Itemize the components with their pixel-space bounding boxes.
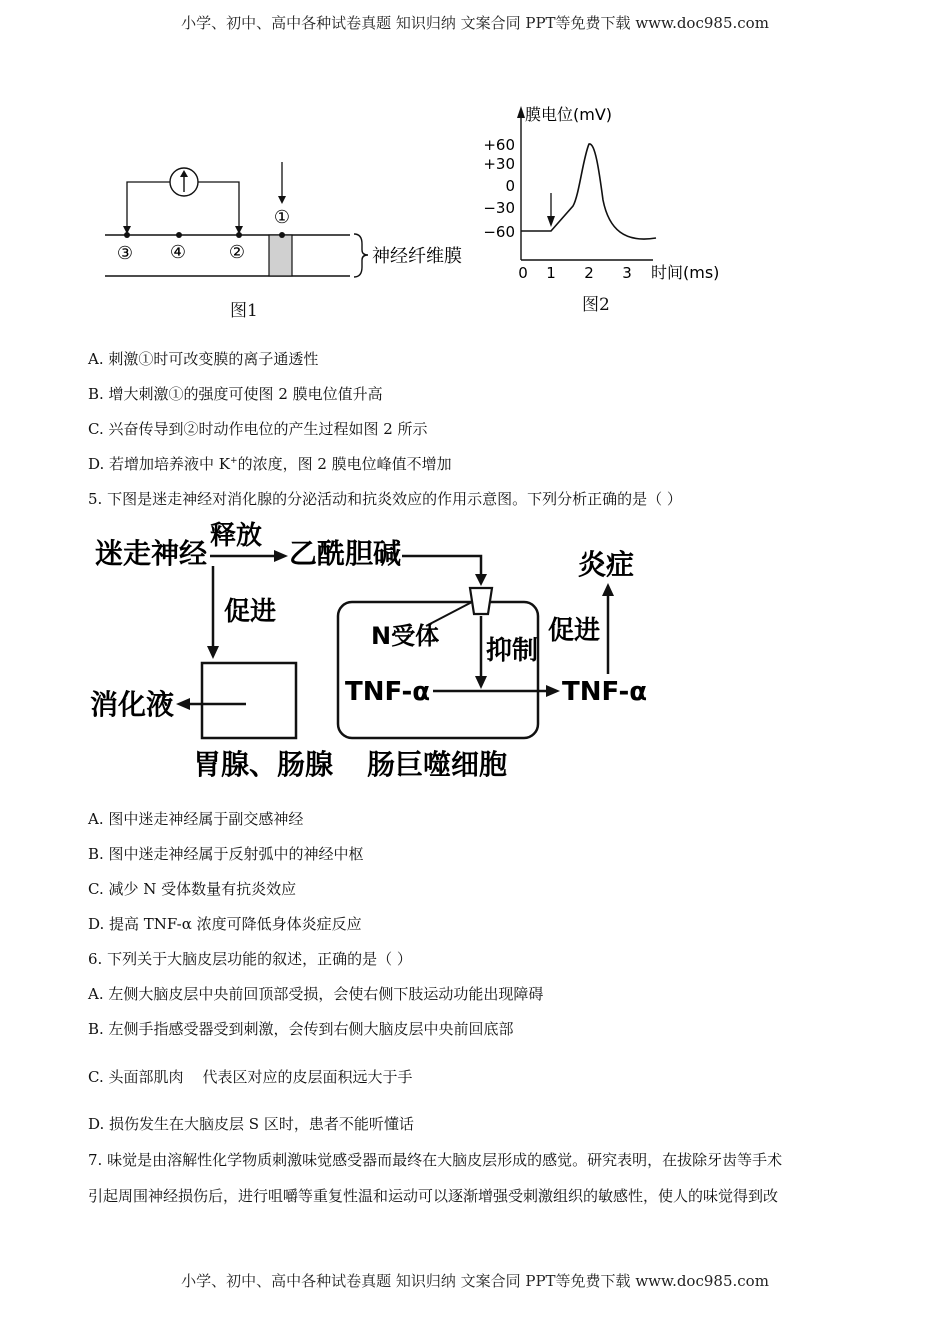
- y-tick-plus30: +30: [483, 155, 515, 173]
- q6-option-d: D. 损伤发生在大脑皮层 S 区时，患者不能听懂话: [88, 1115, 414, 1133]
- y-tick-plus60: +60: [483, 136, 515, 154]
- electrode-wire-left: [127, 182, 170, 230]
- promote-arrowhead-down: [207, 646, 219, 659]
- q5-option-a: A. 图中迷走神经属于副交感神经: [88, 810, 304, 828]
- page-footer: 小学、初中、高中各种试卷真题 知识归纳 文案合同 PPT等免费下载 www.doc985.com: [181, 1272, 769, 1290]
- page-header: 小学、初中、高中各种试卷真题 知识归纳 文案合同 PPT等免费下载 www.doc985.com: [181, 14, 769, 32]
- q4-option-b: B. 增大刺激①的强度可使图 2 膜电位值升高: [88, 385, 383, 403]
- figure-1-caption: 图1: [230, 301, 258, 321]
- q4-option-a: A. 刺激①时可改变膜的离子通透性: [88, 350, 319, 368]
- q5-stem: 5. 下图是迷走神经对消化腺的分泌活动和抗炎效应的作用示意图。下列分析正确的是（ ）: [88, 490, 682, 508]
- x-axis-label: 时间(ms): [651, 263, 720, 282]
- q6-option-a: A. 左侧大脑皮层中央前回顶部受损，会使右侧下肢运动功能出现障碍: [88, 985, 544, 1003]
- n-receptor-icon: [470, 588, 492, 614]
- digestive-juice-label: 消化液: [90, 688, 175, 721]
- figure-1: [100, 150, 490, 320]
- q7-line-2: 引起周围神经损伤后，进行咀嚼等重复性温和运动可以逐渐增强受刺激组织的敏感性，使人的味觉得到改: [88, 1187, 779, 1205]
- action-potential-curve: [521, 144, 656, 239]
- stimulated-segment: [269, 235, 292, 276]
- y-axis-arrowhead: [517, 106, 525, 118]
- figure-vagus-diagram: [90, 516, 660, 786]
- release-label: 释放: [210, 521, 263, 551]
- promote-arrowhead-up: [602, 583, 614, 596]
- stimulus-arrowhead: [547, 216, 555, 227]
- q6-option-b: B. 左侧手指感受器受到刺激，会传到右侧大脑皮层中央前回底部: [88, 1020, 514, 1038]
- digestive-juice-arrowhead: [176, 698, 190, 710]
- point-dot-1: [279, 232, 285, 238]
- y-tick-minus30: −30: [483, 199, 515, 217]
- tnf-alpha-inside-label: TNF-α: [345, 677, 431, 707]
- inhibit-label: 抑制: [486, 636, 539, 666]
- y-tick-minus60: −60: [483, 223, 515, 241]
- glands-box: [202, 663, 296, 738]
- q5-option-d: D. 提高 TNF-α 浓度可降低身体炎症反应: [88, 915, 362, 933]
- ach-arrow: [402, 556, 481, 576]
- stimulus-arrowhead: [278, 196, 286, 204]
- x-tick-0: 0: [518, 264, 528, 282]
- q4-option-d: [88, 453, 452, 474]
- membrane-brace: [354, 234, 368, 277]
- point-dot-4: [176, 232, 182, 238]
- point-dot-3: [124, 232, 130, 238]
- figure-2: [475, 100, 755, 290]
- x-tick-1: 1: [546, 264, 556, 282]
- point-label-4: ④: [169, 242, 187, 263]
- q5-option-c: C. 减少 N 受体数量有抗炎效应: [88, 880, 297, 898]
- macrophage-label: 肠巨噬细胞: [367, 748, 508, 781]
- x-tick-2: 2: [584, 264, 594, 282]
- y-axis-label: 膜电位(mV): [525, 105, 613, 124]
- point-label-1: ①: [273, 207, 291, 228]
- tnf-alpha-outside-label: TNF-α: [562, 677, 648, 707]
- n-receptor-label: N受体: [371, 622, 440, 650]
- q4-option-d-tail: 的浓度，图 2 膜电位峰值不增加: [237, 455, 452, 473]
- membrane-label: 神经纤维膜: [372, 246, 462, 267]
- inflammation-label: 炎症: [578, 548, 635, 581]
- q4-option-c: C. 兴奋传导到②时动作电位的产生过程如图 2 所示: [88, 420, 428, 438]
- electrode-wire-right: [198, 182, 239, 230]
- glands-label: 胃腺、肠腺: [193, 748, 334, 781]
- promote-label-2: 促进: [548, 616, 601, 646]
- point-label-2: ②: [228, 242, 246, 263]
- figure-2-caption: 图2: [582, 295, 610, 315]
- x-tick-3: 3: [622, 264, 632, 282]
- q7-line-1: 7. 味觉是由溶解性化学物质刺激味觉感受器而最终在大脑皮层形成的感觉。研究表明，在拔除牙齿等手术: [88, 1151, 783, 1169]
- y-tick-0: 0: [505, 177, 515, 195]
- inhibit-arrowhead: [475, 676, 487, 689]
- tnf-secretion-arrowhead: [546, 685, 560, 697]
- potassium-superscript: +: [230, 456, 238, 466]
- q5-option-b: B. 图中迷走神经属于反射弧中的神经中枢: [88, 845, 364, 863]
- ach-arrowhead: [475, 574, 487, 586]
- acetylcholine-label: 乙酰胆碱: [289, 537, 402, 570]
- q6-option-c: C. 头面部肌肉 代表区对应的皮层面积远大于手: [88, 1068, 413, 1086]
- point-label-3: ③: [116, 243, 134, 264]
- promote-label-1: 促进: [224, 597, 277, 627]
- q6-stem: 6. 下列关于大脑皮层功能的叙述，正确的是（ ）: [88, 950, 412, 968]
- point-dot-2: [236, 232, 242, 238]
- release-arrowhead: [274, 550, 288, 562]
- vagus-nerve-label: 迷走神经: [95, 537, 208, 570]
- q4-option-d-text: D. 若增加培养液中 K: [88, 455, 231, 473]
